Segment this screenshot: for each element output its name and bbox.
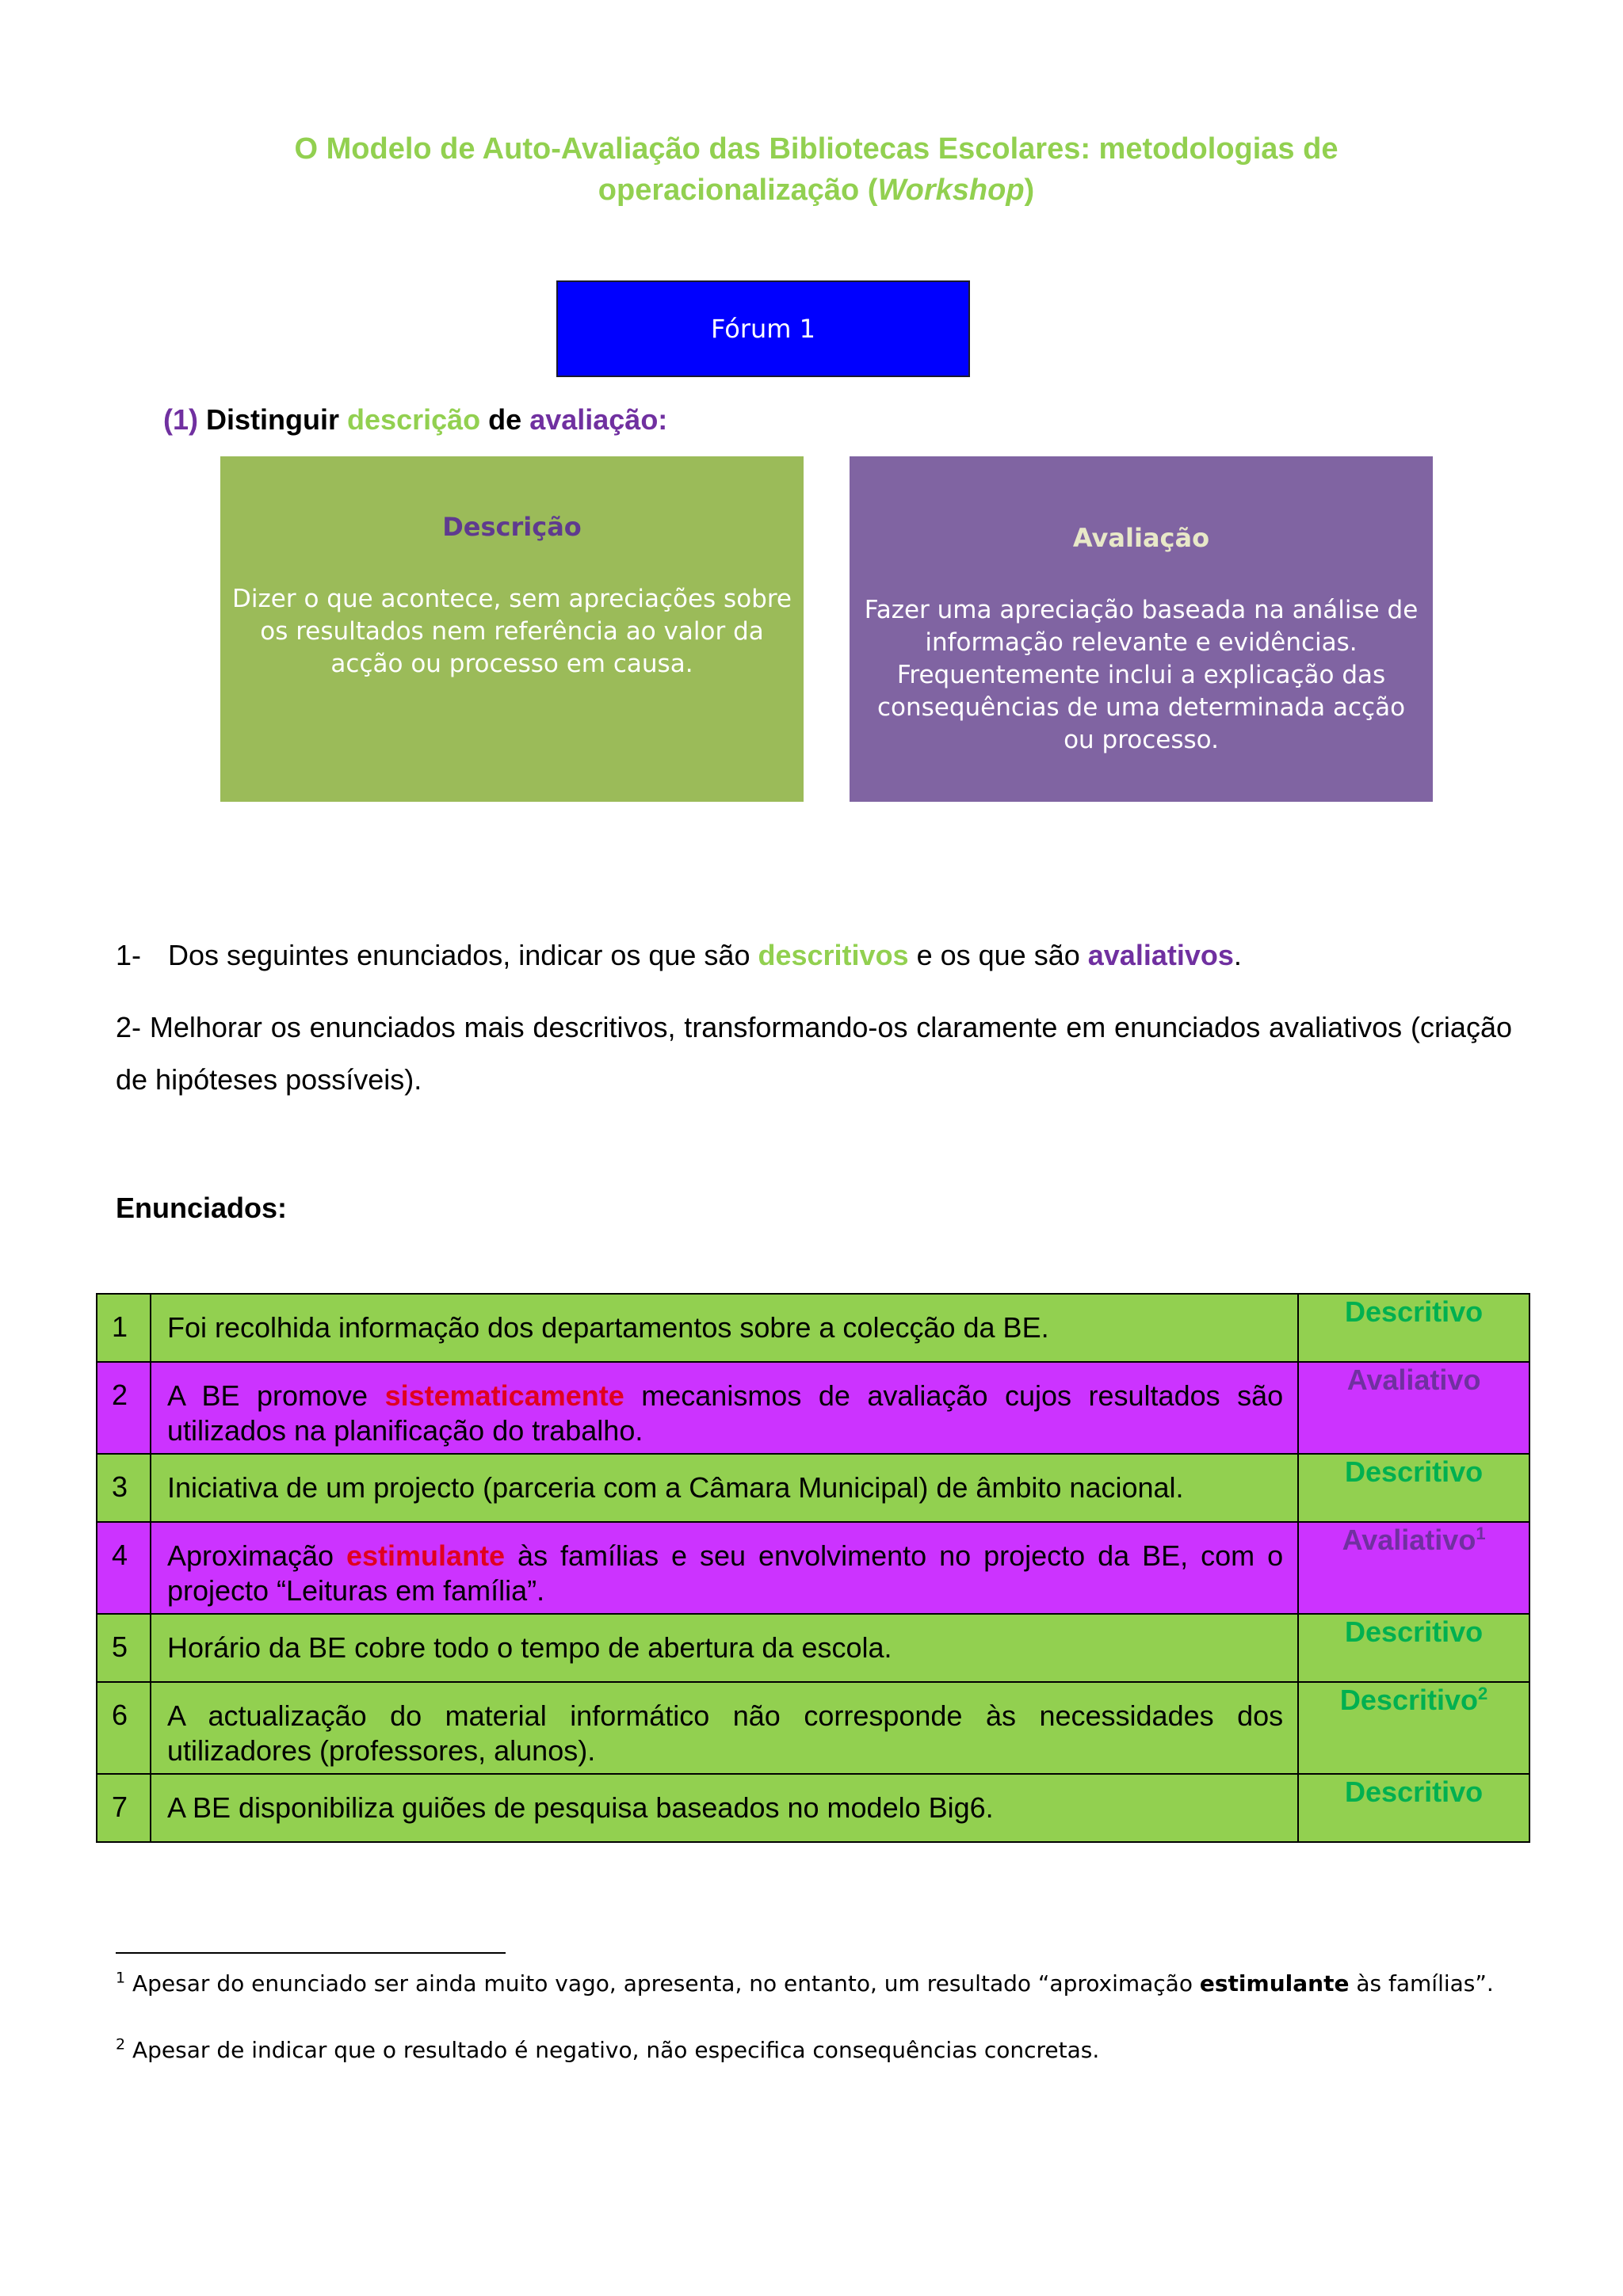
definition-box-descricao: [220, 456, 804, 802]
row-statement: Foi recolhida informação dos departamentos sobre a colecção da BE.: [151, 1294, 1298, 1362]
row-statement: Aproximação estimulante às famílias e seu envolvimento no projecto da BE, com o projecto “Leituras em família”.: [151, 1522, 1298, 1614]
row-number: 1: [97, 1294, 151, 1362]
row-number: 7: [97, 1774, 151, 1842]
definition-box-avaliacao: [850, 456, 1433, 802]
row-classification: Descritivo$^2$: [1298, 1682, 1529, 1774]
row-classification: Descritivo: [1298, 1614, 1529, 1682]
row-classification: Descritivo: [1298, 1454, 1529, 1522]
footnote-marker: 1: [1476, 1524, 1486, 1543]
definition-text: Dizer o que acontece, sem apreciações sobre os resultados nem referência ao valor da acção ou processo em causa.: [232, 585, 792, 678]
enunciados-heading: Enunciados:: [116, 1192, 288, 1224]
definition-text: Fazer uma apreciação baseada na análise de informação relevante e evidências. Frequentemente inclui a explicação das consequências de uma determinada acção ou processo.: [864, 596, 1419, 754]
row-number: 6: [97, 1682, 151, 1774]
row-number: 3: [97, 1454, 151, 1522]
row-statement: A actualização do material informático não corresponde às necessidades dos utilizadores (professores, alunos).: [151, 1682, 1298, 1774]
row-statement: Horário da BE cobre todo o tempo de abertura da escola.: [151, 1614, 1298, 1682]
footnote-2: $^2$ Apesar de indicar que o resultado é negativo, não especifica consequências concretas.: [116, 2035, 1100, 2063]
table-row: [97, 1614, 1529, 1682]
row-statement: Iniciativa de um projecto (parceria com a Câmara Municipal) de âmbito nacional.: [151, 1454, 1298, 1522]
table-row: [97, 1682, 1529, 1774]
table-row: [97, 1294, 1529, 1362]
title-italic: Workshop: [877, 174, 1025, 207]
row-classification: Descritivo: [1298, 1774, 1529, 1842]
instruction-1: 1- Dos seguintes enunciados, indicar os que são descritivos e os que são avaliativos.: [116, 939, 1242, 971]
table-row: [97, 1774, 1529, 1842]
row-classification: Descritivo: [1298, 1294, 1529, 1362]
footnote-marker: 2: [1477, 1684, 1488, 1703]
section-number: (1): [163, 403, 198, 436]
row-classification: Avaliativo: [1298, 1362, 1529, 1454]
footnote-1: $^1$ Apesar do enunciado ser ainda muito vago, apresenta, no entanto, um resultado “aproximação estimulante às famílias”.: [116, 1969, 1494, 1997]
table-row: [97, 1362, 1529, 1454]
highlight-word: sistematicamente: [384, 1379, 624, 1412]
document-title: O Modelo de Auto-Avaliação das Bibliotecas Escolares: metodologias de operacionalização (Workshop): [294, 132, 1338, 207]
enunciados-table: [96, 1293, 1530, 1843]
definition-title: Descrição: [442, 512, 582, 542]
row-number: 2: [97, 1362, 151, 1454]
row-statement: A BE promove sistematicamente mecanismos de avaliação cujos resultados são utilizados na planificação do trabalho.: [151, 1362, 1298, 1454]
row-number: 4: [97, 1522, 151, 1614]
section-heading-distinguir: (1) Distinguir descrição de avaliação:: [163, 403, 668, 436]
row-statement: A BE disponibiliza guiões de pesquisa baseados no modelo Big6.: [151, 1774, 1298, 1842]
row-classification: Avaliativo$^1$: [1298, 1522, 1529, 1614]
highlight-word: estimulante: [346, 1539, 506, 1572]
forum-box: [556, 280, 970, 377]
table-row: [97, 1454, 1529, 1522]
row-number: 5: [97, 1614, 151, 1682]
footnote-divider: [116, 1952, 506, 1954]
instruction-2: 2- Melhorar os enunciados mais descritivos, transformando-os claramente em enunciados avaliativos (criação de hipóteses possíveis).: [116, 1011, 1512, 1096]
definition-title: Avaliação: [1072, 523, 1210, 553]
table-row: [97, 1522, 1529, 1614]
forum-label: Fórum 1: [711, 314, 815, 344]
